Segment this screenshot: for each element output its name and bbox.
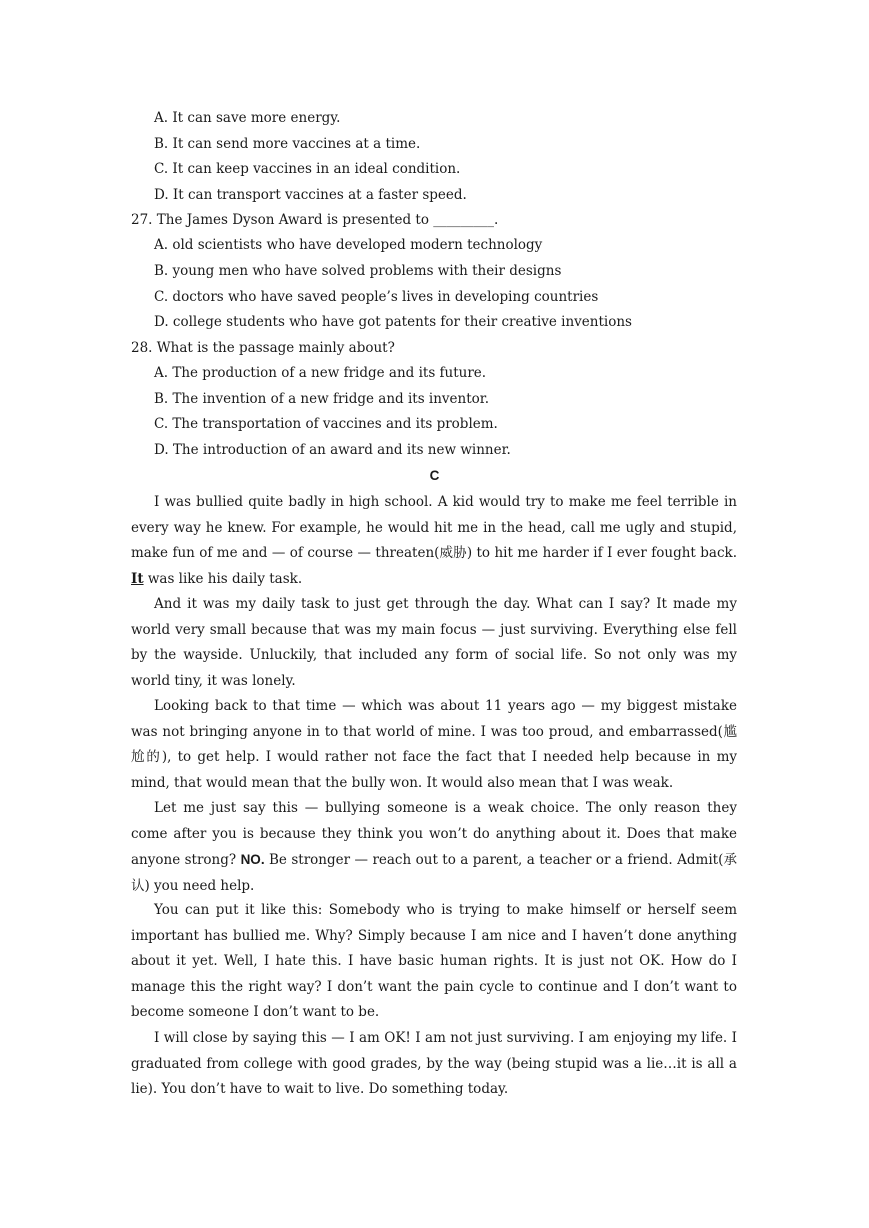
paragraph-1-text-end: was like his daily task. — [143, 570, 303, 587]
underlined-word-it: It — [131, 570, 144, 587]
bold-word-no: NO. — [240, 852, 265, 868]
q27-option-b: B. young men who have solved problems with their designs — [154, 263, 562, 279]
q28-option-b: B. The invention of a new fridge and its inventor. — [154, 391, 490, 407]
passage-paragraph-5: You can put it like this: Somebody who is trying to make himself or herself seem important has bullied me. Why? Simply because I am nice and I haven’t done anything about it yet. Well, I hate this. I have basic human rights. It is just not OK. How do I manage this the right way? I don’t want the pain cycle to continue and I don’t want to become someone I don’t want to be. — [131, 902, 737, 1021]
q28-option-a: A. The production of a new fridge and its future. — [154, 365, 487, 381]
q27-option-c: C. doctors who have saved people’s lives in developing countries — [154, 289, 599, 305]
passage-paragraph-6: I will close by saying this — I am OK! I am not just surviving. I am enjoying my life. I graduated from college with good grades, by the way (being stupid was a lie…it is all a lie). You don’t have to wait to live. Do something today. — [131, 1030, 737, 1098]
section-c-heading: C — [429, 468, 440, 483]
paragraph-4-text-start: Let me just say this — bullying someone is a weak choice. The only reason they come after you is because they think you won’t do anything about it. Does that make anyone strong? — [131, 800, 737, 869]
q27-stem: 27. The James Dyson Award is presented to _________. — [131, 212, 499, 228]
q27-option-a: A. old scientists who have developed modern technology — [154, 237, 543, 253]
passage-paragraph-2: And it was my daily task to just get through the day. What can I say? It made my world very small because that was my main focus — just surviving. Everything else fell by the wayside. Unluckily, that included any form of social life. So not only was my world tiny, it was lonely. — [131, 596, 737, 689]
paragraph-4-text-end: Be stronger — reach out to a parent, a teacher or a friend. Admit(承认) you need help. — [131, 852, 737, 894]
q28-option-d: D. The introduction of an award and its new winner. — [154, 442, 511, 458]
q26-option-b: B. It can send more vaccines at a time. — [154, 136, 421, 152]
passage-paragraph-1 — [131, 490, 737, 592]
passage-paragraph-4 — [131, 796, 737, 899]
q26-option-c: C. It can keep vaccines in an ideal condition. — [154, 161, 461, 177]
q28-option-c: C. The transportation of vaccines and its problem. — [154, 416, 498, 432]
q26-option-a: A. It can save more energy. — [154, 110, 341, 126]
q26-option-d: D. It can transport vaccines at a faster speed. — [154, 187, 467, 203]
q27-option-d: D. college students who have got patents for their creative inventions — [154, 314, 632, 330]
paragraph-1-text-start: I was bullied quite badly in high school. A kid would try to make me feel terrible in every way he knew. For example, he would hit me in the head, call me ugly and stupid, make fun of me and — of course — threaten(威胁) to hit me harder if I ever fought back. — [131, 494, 737, 562]
q28-stem: 28. What is the passage mainly about? — [131, 340, 395, 356]
passage-paragraph-3: Looking back to that time — which was about 11 years ago — my biggest mistake was not bringing anyone in to that world of mine. I was too proud, and embarrassed(尴尬的), to get help. I would rather not face the fact that I needed help because in my mind, that would mean that the bully won. It would also mean that I was weak. — [131, 698, 737, 791]
